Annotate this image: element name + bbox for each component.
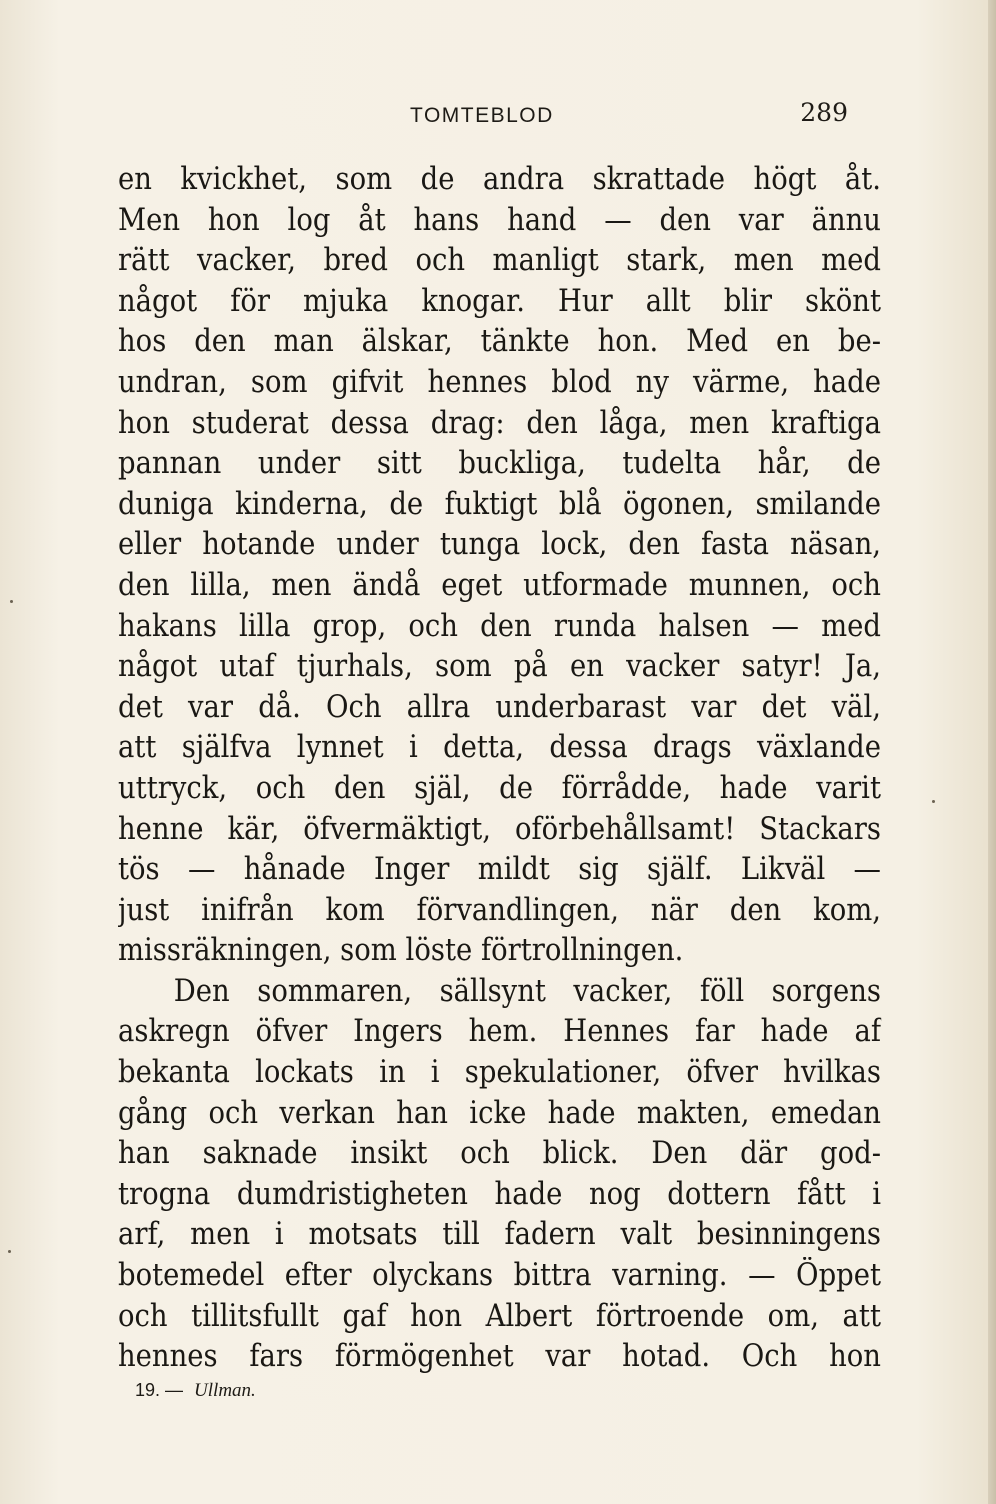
text-line: Men hon log åt hans hand — den var ännu <box>118 202 881 238</box>
page-edge <box>988 0 996 1504</box>
running-head: TOMTEBLOD <box>410 104 554 127</box>
text-line: han saknade insikt och blick. Den där god- <box>118 1136 881 1172</box>
text-line: något för mjuka knogar. Hur allt blir skönt <box>118 283 881 319</box>
text-line: rätt vacker, bred och manligt stark, men med <box>118 243 881 279</box>
text-line: eller hotande under tunga lock, den fasta näsan, <box>118 527 881 563</box>
text-line: hon studerat dessa drag: den låga, men kraftiga <box>118 405 881 441</box>
text-line: henne kär, öfvermäktigt, oförbehållsamt! Stackars <box>118 811 881 847</box>
text-line: duniga kinderna, de fuktigt blå ögonen, smilande <box>118 486 881 522</box>
text-line: det var då. Och allra underbarast var det väl, <box>118 689 881 725</box>
paper-speck <box>932 800 935 803</box>
text-line: en kvickhet, som de andra skrattade högt åt. <box>118 162 881 197</box>
text-line: att själfva lynnet i detta, dessa drags växlande <box>118 730 881 766</box>
text-line: tös — hånade Inger mildt sig själf. Likväl — <box>118 852 881 888</box>
page-header <box>130 98 850 138</box>
text-line: hakans lilla grop, och den runda halsen — med <box>118 608 881 644</box>
text-line: Den sommaren, sällsynt vacker, föll sorgens <box>173 973 881 1009</box>
text-line: missräkningen, som löste förtrollningen. <box>118 933 684 969</box>
text-line: pannan under sitt buckliga, tudelta hår, de <box>118 446 881 482</box>
text-line: bekanta lockats in i spekulationer, öfver hvilkas <box>118 1055 881 1091</box>
text-line: arf, men i motsats till fadern valt besinningens <box>118 1217 881 1253</box>
text-line: trogna dumdristigheten hade nog dottern fått i <box>118 1176 881 1212</box>
text-line: undran, som gifvit hennes blod ny värme, hade <box>118 364 881 400</box>
text-line: botemedel efter olyckans bittra varning. — Öppet <box>118 1258 881 1294</box>
text-line: just inifrån kom förvandlingen, när den kom, <box>118 892 881 928</box>
signature-line <box>135 1380 256 1402</box>
text-line: hos den man älskar, tänkte hon. Med en be- <box>118 324 881 360</box>
paper-speck <box>8 1250 11 1253</box>
text-line: askregn öfver Ingers hem. Hennes far hade af <box>118 1014 881 1050</box>
signature-author: Ullman. <box>194 1380 256 1401</box>
paper-speck <box>10 600 13 603</box>
signature-mark: 19. — <box>135 1380 184 1400</box>
text-line: gång och verkan han icke hade makten, emedan <box>118 1095 881 1131</box>
text-line: uttryck, och den själ, de förrådde, hade varit <box>118 770 881 806</box>
text-line: den lilla, men ändå eget utformade munnen, och <box>118 567 881 603</box>
page-number: 289 <box>800 98 848 127</box>
body-text <box>118 160 881 1378</box>
text-line: hennes fars förmögenhet var hotad. Och hon <box>118 1339 881 1375</box>
text-line: och tillitsfullt gaf hon Albert förtroende om, att <box>118 1298 881 1334</box>
text-line: något utaf tjurhals, som på en vacker satyr! Ja, <box>118 649 881 685</box>
